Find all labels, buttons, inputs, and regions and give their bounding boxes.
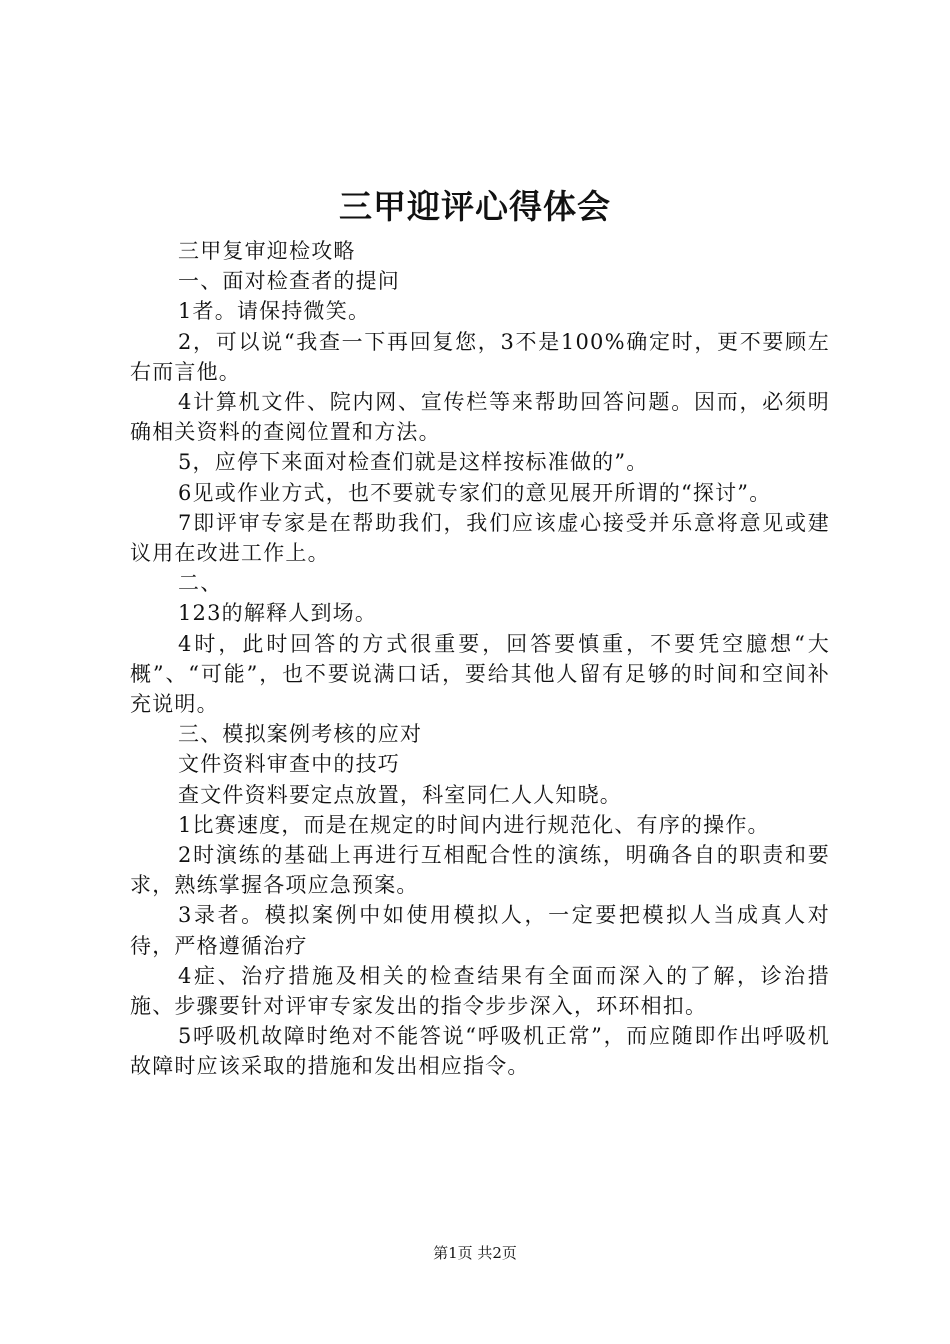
document-body xyxy=(130,236,830,1082)
page-footer: 第1页 共2页 xyxy=(433,1244,517,1262)
paragraph: 5，应停下来面对检查们就是这样按标准做的”。 xyxy=(178,450,649,475)
paragraph: 查文件资料要定点放置，科室同仁人人知晓。 xyxy=(178,782,622,807)
paragraph: 7即评审专家是在帮助我们，我们应该虚心接受并乐意将意见或建议用在改进工作上。 xyxy=(130,510,830,566)
paragraph: 二、 xyxy=(178,571,223,596)
paragraph: 三、模拟案例考核的应对 xyxy=(178,722,423,747)
paragraph: 6见或作业方式，也不要就专家们的意见展开所谓的“探讨”。 xyxy=(178,480,772,505)
document-title: 三甲迎评心得体会 xyxy=(339,187,611,226)
paragraph: 2，可以说“我查一下再回复您，3不是100%确定时，更不要顾左右而言他。 xyxy=(130,329,830,384)
paragraph: 1比赛速度，而是在规定的时间内进行规范化、有序的操作。 xyxy=(178,812,770,837)
paragraph: 4症、治疗措施及相关的检查结果有全面而深入的了解，诊治措施、步骤要针对评审专家发出的指令步步深入，环环相扣。 xyxy=(130,963,830,1019)
paragraph: 3录者。模拟案例中如使用模拟人，一定要把模拟人当成真人对待，严格遵循治疗 xyxy=(130,903,830,958)
paragraph: 文件资料审查中的技巧 xyxy=(178,752,400,777)
paragraph: 4时，此时回答的方式很重要，回答要慎重，不要凭空臆想“大概”、“可能”，也不要说满口话，要给其他人留有足够的时间和空间补充说明。 xyxy=(130,631,830,717)
paragraph: 一、面对检查者的提问 xyxy=(178,269,400,294)
paragraph: 三甲复审迎检攻略 xyxy=(178,239,356,263)
paragraph: 123的解释人到场。 xyxy=(178,601,378,626)
paragraph: 5呼吸机故障时绝对不能答说“呼吸机正常”，而应随即作出呼吸机故障时应该采取的措施和发出相应指令。 xyxy=(130,1024,830,1079)
paragraph: 4计算机文件、院内网、宣传栏等来帮助回答问题。因而，必须明确相关资料的查阅位置和方法。 xyxy=(130,390,830,445)
paragraph: 2时演练的基础上再进行互相配合性的演练，明确各自的职责和要求，熟练掌握各项应急预案。 xyxy=(130,843,830,898)
paragraph: 1者。请保持微笑。 xyxy=(178,299,371,324)
